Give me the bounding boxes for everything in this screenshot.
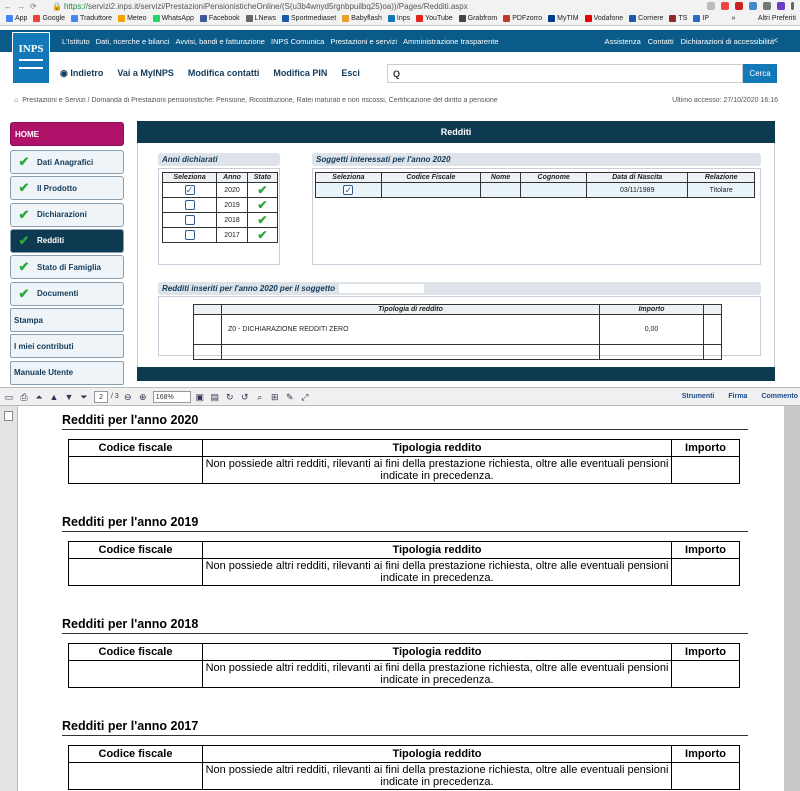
bookmark-icon: [282, 15, 289, 22]
zoom-in-icon[interactable]: ⊕: [139, 391, 147, 402]
bookmark-item[interactable]: [71, 15, 112, 22]
expand-icon[interactable]: ⤢: [301, 391, 309, 402]
url-field[interactable]: [64, 2, 707, 11]
bookmark-item[interactable]: [669, 15, 687, 22]
table-cell: Non possiede altri redditi, rilevanti ai fini della prestazione richiesta, oltre alle eventuali pensioni indicate in precedenza.: [203, 559, 672, 586]
table-header: [194, 305, 222, 315]
checkbox[interactable]: [185, 200, 195, 210]
other-bookmarks[interactable]: Altri Preferiti: [757, 15, 796, 22]
sign-icon[interactable]: ✎: [286, 391, 294, 402]
inseriti-table: [193, 304, 722, 360]
table-header: Codice Fiscale: [381, 173, 480, 183]
bookmark-item[interactable]: [118, 15, 146, 22]
breadcrumb: [14, 97, 514, 104]
year-title: Redditi per l'anno 2019: [62, 515, 748, 532]
bookmark-label: Sportmediaset: [291, 15, 337, 22]
top-right-menu: [604, 30, 774, 52]
sub-nav-label: Indietro: [70, 67, 104, 78]
sidebar-item[interactable]: [10, 282, 124, 306]
check-icon: ✔: [257, 213, 268, 227]
bookmark-label: LNews: [254, 15, 277, 22]
table-cell[interactable]: [163, 213, 217, 228]
table-cell: [521, 183, 587, 198]
save-icon[interactable]: ▭: [4, 391, 14, 402]
bookmark-label: Traduttore: [80, 15, 113, 22]
checkbox[interactable]: [185, 215, 195, 225]
sub-nav-label: Vai a MyINPS: [117, 68, 174, 78]
soggetto-field: [339, 284, 424, 293]
home-icon[interactable]: ⌂: [14, 97, 19, 104]
anni-table: [162, 172, 278, 243]
table-header: Seleziona: [163, 173, 217, 183]
sidebar-item[interactable]: [10, 229, 124, 253]
table-header: Codice fiscale: [69, 440, 203, 457]
soggetti-table: [315, 172, 755, 198]
table-row: [69, 440, 740, 457]
sidebar-item-label: Il Prodotto: [37, 183, 77, 193]
top-menu-item[interactable]: L'Istituto: [62, 36, 90, 46]
search-input[interactable]: [387, 64, 743, 83]
page-number-input[interactable]: 2: [94, 391, 108, 403]
extension-icon[interactable]: [735, 2, 743, 10]
checkbox[interactable]: [185, 230, 195, 240]
table-header: Tipologia reddito: [203, 746, 672, 763]
table-cell[interactable]: [163, 183, 217, 198]
table-cell: [704, 315, 722, 345]
panel-footer: [137, 367, 775, 381]
back-icon[interactable]: ←: [4, 1, 12, 11]
extension-icons: [707, 2, 800, 10]
bookmark-item[interactable]: [585, 15, 624, 22]
top-menu-item[interactable]: Dati, ricerche e bilanci: [95, 36, 170, 46]
bookmark-icon: [246, 15, 253, 22]
bookmark-label: MyTIM: [557, 15, 579, 22]
sub-nav-item[interactable]: [188, 68, 260, 78]
sidebar-item-label: Stato di Famiglia: [37, 262, 102, 272]
sidebar-item[interactable]: [10, 334, 124, 358]
bookmark-item[interactable]: [459, 15, 498, 22]
bookmark-item[interactable]: [693, 15, 709, 22]
inseriti-box: [158, 296, 761, 356]
anni-title: Anni dichiarati: [158, 153, 280, 166]
sub-nav-label: Modifica contatti: [187, 68, 260, 78]
sub-nav-label: Esci: [341, 68, 360, 78]
table-cell: 2020: [217, 183, 248, 198]
page-count: / 3: [111, 393, 119, 400]
bookmark-icon: [669, 15, 676, 22]
redditi-table: [68, 439, 740, 484]
bookmark-label: Facebook: [208, 15, 240, 22]
sidebar-item-label: Dati Anagrafici: [37, 157, 94, 167]
bookmark-icon: [33, 15, 40, 22]
bookmark-label: TS: [678, 15, 688, 22]
soggetti-section: [312, 153, 761, 166]
comment-button[interactable]: Commento: [761, 393, 798, 400]
bookmark-icon: [6, 15, 13, 22]
anni-section: [158, 153, 280, 166]
toolbar-right: [682, 393, 800, 400]
panel-title: Redditi: [137, 121, 775, 143]
check-icon: ✔: [18, 180, 30, 196]
extension-icon[interactable]: [777, 2, 785, 10]
sidebar-item[interactable]: [10, 308, 124, 332]
table-cell: [672, 559, 740, 586]
bookmark-item[interactable]: [200, 15, 240, 22]
table-header: Data di Nascita: [587, 173, 688, 183]
table-header: Stato: [247, 173, 277, 183]
bookmark-icon: [416, 15, 423, 22]
top-menu-item[interactable]: Amministrazione trasparente: [403, 36, 499, 46]
bookmark-item[interactable]: [153, 15, 194, 22]
table-header: Tipologia reddito: [203, 644, 672, 661]
bookmark-icon: [342, 15, 349, 22]
bookmark-item[interactable]: [342, 15, 382, 22]
sidebar-item[interactable]: [10, 203, 124, 227]
bookmark-icon: [693, 15, 700, 22]
last-page-icon[interactable]: ⏷: [80, 391, 88, 402]
redditi-table: [68, 745, 740, 790]
table-cell: [247, 228, 277, 243]
bookmark-label: Babyflash: [351, 15, 382, 22]
bookmark-label: WhatsApp: [161, 15, 194, 22]
table-cell: [247, 213, 277, 228]
table-cell: 2018: [217, 213, 248, 228]
inseriti-section: [158, 282, 761, 295]
table-cell: [704, 345, 722, 360]
check-icon: ✔: [18, 206, 30, 222]
sign-button[interactable]: Firma: [728, 393, 748, 400]
tools-button[interactable]: Strumenti: [681, 393, 715, 400]
table-header: Importo: [672, 440, 740, 457]
redditi-table: [68, 541, 740, 586]
table-row: [69, 542, 740, 559]
inps-logo[interactable]: [12, 32, 50, 84]
first-page-icon[interactable]: ⏶: [35, 391, 43, 402]
year-title: Redditi per l'anno 2017: [62, 719, 748, 736]
checkbox-checked[interactable]: ✓: [344, 185, 353, 195]
table-header: Tipologia reddito: [203, 542, 672, 559]
redditi-table: [68, 643, 740, 688]
binoculars-icon[interactable]: ⊞: [271, 391, 279, 402]
table-row: [194, 315, 722, 345]
table-row: [69, 644, 740, 661]
bookmark-label: PDFzorro: [512, 15, 543, 22]
table-header: Tipologia reddito: [203, 440, 672, 457]
table-header: Codice fiscale: [69, 644, 203, 661]
anni-box: [158, 168, 280, 265]
bookmark-icon: [629, 15, 636, 22]
breadcrumb-text[interactable]: Prestazioni e Servizi / Domanda di Prestazioni pensionistiche: Pensione, Ricostituzione, Ratei maturati e non riscossi, Certificazione del diritto a pensione: [22, 97, 498, 104]
table-cell: [247, 183, 277, 198]
table-header: Seleziona: [316, 173, 382, 183]
table-row: [69, 763, 740, 790]
bookmark-label: IP: [702, 15, 710, 22]
bookmark-icon: [71, 15, 78, 22]
table-header: Codice fiscale: [69, 542, 203, 559]
table-header: Importo: [600, 305, 704, 315]
share-icon[interactable]: <: [773, 36, 778, 45]
table-cell: [222, 345, 600, 360]
table-cell: Non possiede altri redditi, rilevanti ai fini della prestazione richiesta, oltre alle eventuali pensioni indicate in precedenza.: [203, 457, 672, 484]
zoom-out-icon[interactable]: ⊖: [124, 391, 132, 402]
table-cell: 03/11/1989: [587, 183, 688, 198]
sidebar-item-label: Manuale Utente: [14, 368, 74, 378]
extension-icon[interactable]: [763, 2, 771, 10]
check-icon: ✔: [257, 228, 268, 242]
table-cell: Z0 - DICHIARAZIONE REDDITI ZERO: [222, 315, 600, 345]
sidebar-item-home[interactable]: [10, 122, 124, 146]
soggetti-box: [312, 168, 761, 265]
table-cell: [672, 661, 740, 688]
table-cell: Titolare: [688, 183, 755, 198]
table-header: Importo: [672, 644, 740, 661]
logo-bars-icon: [19, 59, 43, 69]
sidebar-item-label: Redditi: [37, 236, 65, 246]
table-cell: [194, 315, 222, 345]
logo-text: INPS: [18, 43, 44, 55]
top-menu: [62, 30, 499, 52]
bookmark-icon: [548, 15, 555, 22]
bookmark-item[interactable]: [282, 15, 336, 22]
table-cell: Non possiede altri redditi, rilevanti ai fini della prestazione richiesta, oltre alle eventuali pensioni indicate in precedenza.: [203, 661, 672, 688]
table-row[interactable]: [163, 213, 278, 228]
table-cell: Non possiede altri redditi, rilevanti ai fini della prestazione richiesta, oltre alle eventuali pensioni indicate in precedenza.: [203, 763, 672, 790]
table-row[interactable]: [163, 228, 278, 243]
bookmark-icon: [459, 15, 466, 22]
bookmark-label: Meteo: [127, 15, 147, 22]
check-icon: ✔: [18, 285, 30, 301]
url-path: servizi2.inps.it/servizi/PrestazioniPensionisticheOnline/(S(u3b4wnyd5rgnbpuilbq25)oa))/Pages/Redditi.aspx: [87, 1, 468, 11]
top-right-item[interactable]: Assistenza: [604, 36, 641, 46]
star-icon[interactable]: [707, 2, 715, 10]
top-menu-item[interactable]: Avvisi, bandi e fatturazione: [175, 36, 265, 46]
nav-buttons: [0, 2, 52, 11]
table-row[interactable]: [163, 198, 278, 213]
next-page-icon[interactable]: ▼: [64, 391, 74, 402]
sub-nav-item[interactable]: [341, 68, 360, 78]
bookmark-icon: [585, 15, 592, 22]
inseriti-title-text: Redditi inseriti per l'anno 2020 per il soggetto: [162, 284, 336, 293]
table-row: [69, 457, 740, 484]
sub-nav: [60, 62, 360, 84]
bookmark-item[interactable]: [548, 15, 578, 22]
bookmark-item[interactable]: [503, 15, 542, 22]
checkbox-checked[interactable]: ✓: [185, 185, 194, 195]
extension-icon[interactable]: [721, 2, 729, 10]
bookmark-label: Google: [42, 15, 66, 22]
bookmark-item[interactable]: [629, 15, 663, 22]
zoom-select[interactable]: 168%: [153, 391, 191, 403]
table-header: Importo: [672, 746, 740, 763]
check-icon: ✔: [18, 259, 30, 275]
bookmark-label: YouTube: [425, 15, 453, 22]
rotate-icon[interactable]: ↻: [226, 391, 234, 402]
sidebar-item-label: Documenti: [37, 289, 79, 298]
bookmark-icon: [503, 15, 510, 22]
fit-page-icon[interactable]: ▣: [195, 391, 205, 402]
table-row: [69, 559, 740, 586]
table-cell: [247, 198, 277, 213]
sub-nav-item[interactable]: [60, 68, 103, 79]
sidebar-item-label: HOME: [15, 129, 39, 139]
bookmark-item[interactable]: [388, 15, 410, 22]
table-cell: [69, 661, 203, 688]
bookmark-item[interactable]: [33, 15, 65, 22]
check-icon: ✔: [18, 154, 30, 169]
more-bookmarks[interactable]: »: [731, 15, 736, 22]
sidebar-item[interactable]: [10, 176, 124, 200]
find-icon[interactable]: ⌕: [257, 391, 263, 402]
sub-nav-item[interactable]: [273, 68, 327, 78]
table-header: Codice fiscale: [69, 746, 203, 763]
bookmark-label: Vodafone: [593, 15, 624, 22]
forward-icon[interactable]: →: [17, 1, 25, 11]
top-menu-item[interactable]: INPS Comunica: [270, 36, 325, 46]
table-cell: [69, 763, 203, 790]
table-cell[interactable]: [163, 228, 217, 243]
lock-icon: 🔒: [52, 1, 62, 11]
table-row: [194, 345, 722, 360]
bookmark-label: Grabfrom: [467, 15, 498, 22]
rotate-ccw-icon[interactable]: ↺: [241, 391, 249, 402]
pdf-toolbar: [0, 387, 800, 406]
print-icon[interactable]: ⎙: [20, 391, 28, 402]
bookmark-icon: [153, 15, 160, 22]
table-cell[interactable]: [316, 183, 382, 198]
pdf-scrollbar[interactable]: [784, 406, 800, 791]
year-title: Redditi per l'anno 2020: [62, 413, 748, 430]
table-cell: 0,00: [600, 315, 704, 345]
last-access: Ultimo accesso: 27/10/2020 16:16: [672, 97, 778, 104]
bookmarks-bar: [0, 12, 800, 26]
check-icon: ✔: [257, 183, 268, 197]
sidebar-item-label: I miei contributi: [14, 341, 74, 351]
table-header: Tipologia di reddito: [222, 305, 600, 315]
table-row: [69, 746, 740, 763]
soggetti-title: Soggetti interessati per l'anno 2020: [312, 153, 761, 166]
check-icon: ✔: [257, 198, 268, 212]
bookmark-icon: [118, 15, 125, 22]
search-button[interactable]: Cerca: [743, 64, 777, 83]
table-header: Importo: [672, 542, 740, 559]
table-row[interactable]: [163, 183, 278, 198]
bookmark-icon: [388, 15, 395, 22]
bookmark-label: Inps: [396, 15, 411, 22]
table-cell: 2019: [217, 198, 248, 213]
table-cell: [672, 763, 740, 790]
sub-nav-item[interactable]: [117, 68, 174, 78]
bookmark-item[interactable]: [246, 15, 276, 22]
fit-width-icon[interactable]: ▤: [210, 391, 220, 402]
menu-icon[interactable]: [791, 2, 794, 10]
pages-icon[interactable]: [4, 411, 13, 421]
sidebar-item[interactable]: [10, 255, 124, 279]
table-cell[interactable]: [163, 198, 217, 213]
table-row[interactable]: [316, 183, 755, 198]
top-right-item[interactable]: Dichiarazioni di accessibilità: [680, 36, 774, 46]
table-cell: [69, 457, 203, 484]
sidebar-item-label: Dichiarazioni: [37, 210, 87, 220]
sidebar-item-label: Stampa: [14, 315, 43, 325]
bookmark-icon: [200, 15, 207, 22]
table-cell: [480, 183, 520, 198]
table-header: Cognome: [521, 173, 587, 183]
address-bar: [0, 0, 800, 12]
table-cell: [672, 457, 740, 484]
reload-icon[interactable]: ⟳: [30, 1, 37, 11]
bookmark-item[interactable]: [6, 15, 27, 22]
check-icon: ✔: [18, 232, 30, 248]
pdf-left-rail: [0, 406, 18, 791]
table-cell: [69, 559, 203, 586]
back-circle-icon: ◉: [60, 67, 71, 78]
table-row: [69, 661, 740, 688]
table-cell: 2017: [217, 228, 248, 243]
prev-page-icon[interactable]: ▲: [49, 391, 59, 402]
top-right-item[interactable]: Contatti: [647, 36, 674, 46]
year-title: Redditi per l'anno 2018: [62, 617, 748, 634]
table-header: Relazione: [688, 173, 755, 183]
table-cell: [381, 183, 480, 198]
table-cell: [194, 345, 222, 360]
url-scheme: https://: [63, 1, 88, 11]
table-cell: [600, 345, 704, 360]
table-header: Anno: [217, 173, 248, 183]
sub-nav-label: Modifica PIN: [273, 68, 328, 78]
bookmark-label: App: [15, 15, 28, 22]
bookmark-label: Corriere: [638, 15, 664, 22]
inseriti-title: [158, 282, 761, 295]
table-header: Nome: [480, 173, 520, 183]
bookmark-item[interactable]: [416, 15, 453, 22]
extension-icon[interactable]: [749, 2, 757, 10]
table-header: [704, 305, 722, 315]
sidebar-item[interactable]: [10, 150, 124, 174]
sidebar-item[interactable]: [10, 361, 124, 385]
top-menu-item[interactable]: Prestazioni e servizi: [330, 36, 398, 46]
search-icon: Q: [393, 68, 401, 79]
